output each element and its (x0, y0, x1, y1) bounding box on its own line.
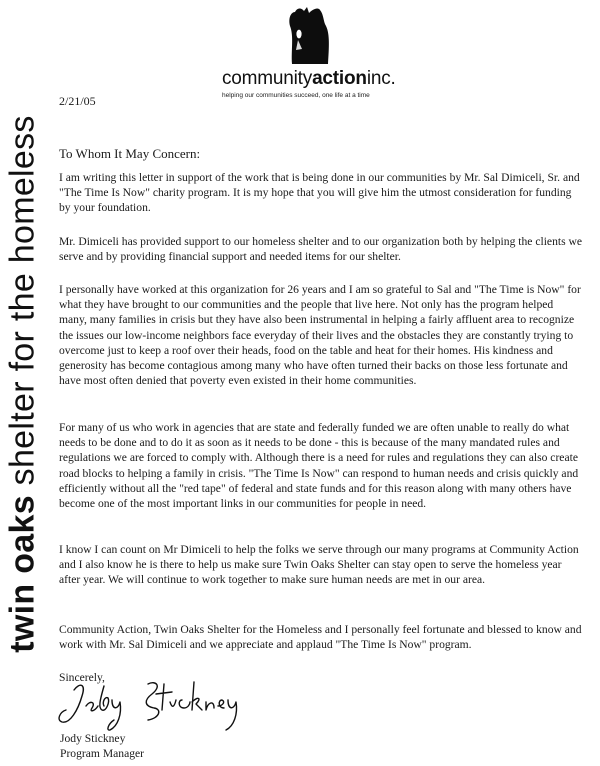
sidebar-regular-text: shelter for the homeless (4, 115, 42, 496)
paragraph-2: Mr. Dimiceli has provided support to our homeless shelter and to our organization both by helping the clients we serve and by providing financial support and needed items for our shelter. (59, 235, 583, 264)
paragraph-1: I am writing this letter in support of the work that is being done in our communities by Mr. Sal Dimiceli, Sr. and "The Time Is Now" charity program. It is my hope that you will give him the utmost consideration for funding by your foundation. (59, 171, 580, 215)
signer-name: Jody Stickney (60, 732, 126, 745)
brand-name (222, 68, 396, 90)
closing: Sincerely, (59, 671, 105, 684)
paragraph-4: For many of us who work in agencies that are state and federally funded we are often unable to really do what needs to be done and to do it as soon as it needs to be done - this is because of the many mandated rules and regulations we are forced to comply with. Although there is a need for rules and regulations they can also create road blocks to helping a family in crisis. "The Time Is Now" can respond to human needs and crisis quickly and efficiently without all the "red tape" of federal and state funds and for this reason along with many others have become one of the most important links in our communities for people in need. (59, 421, 579, 511)
brand-suffix: inc. (366, 68, 396, 89)
tagline: helping our communities succeed, one life at a time (222, 92, 370, 99)
handwritten-signature (52, 676, 252, 734)
letter-date: 2/21/05 (59, 94, 96, 108)
paragraph-5: I know I can count on Mr Dimiceli to help the folks we serve through our many programs at Community Action and I also know he is there to help us make sure Twin Oaks Shelter can stay open to serve the homeless year after year. We will continue to work together to make sure human needs are met in our area. (59, 543, 579, 587)
salutation: To Whom It May Concern: (59, 146, 201, 161)
sidebar-text (6, 115, 40, 652)
community-action-logo-icon (282, 4, 332, 66)
signer-title: Program Manager (60, 747, 145, 760)
brand-regular: community (222, 68, 313, 89)
sidebar-vertical-text (0, 64, 46, 704)
paragraph-6: Community Action, Twin Oaks Shelter for the Homeless and I personally feel fortunate and blessed to know and work with Mr. Sal Dimiceli and we appreciate and applaud "The Time Is Now" program. (59, 623, 582, 652)
brand-bold: action (312, 68, 367, 89)
paragraph-3: I personally have worked at this organization for 26 years and I am so grateful to Sal and "The Time is Now" for what they have brought to our communities and the people that live here. Not only has the program helped many, many families in crisis but they have also been instrumental in helping a fairly affluent area to recognize the issues our low-income neighbors face everyday of their lives and the obstacles they are constantly trying to overcome just to keep a roof over their heads, food on the table and heat for their homes. His kindness and generosity has become contagious among many who have often turned their backs on those less fortunate and have most often denied that poverty even existed in their home communities. (59, 283, 581, 388)
sidebar-bold-text: twin oaks (4, 495, 42, 653)
